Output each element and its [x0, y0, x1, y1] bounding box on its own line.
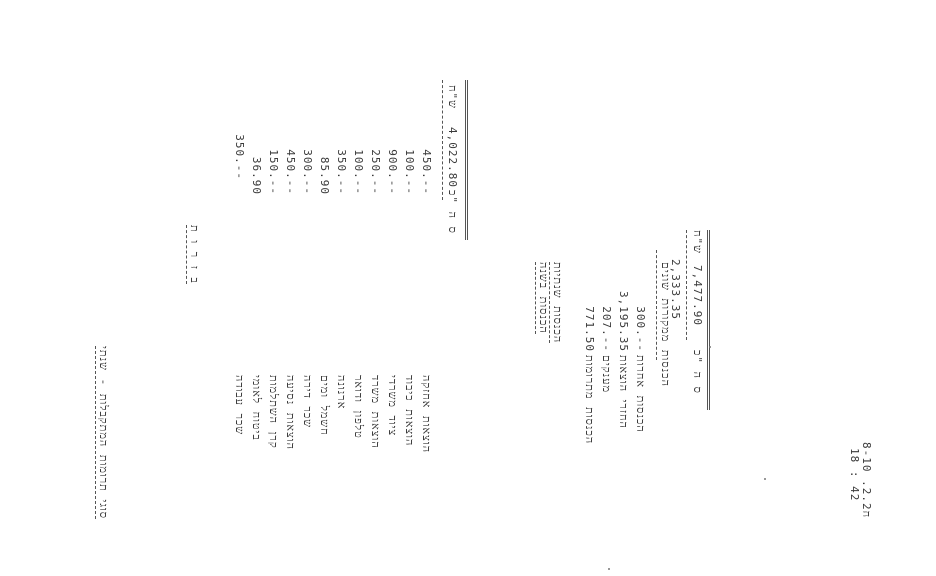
- total-label: ס ה "כ: [446, 190, 459, 234]
- row-label: החזרי הוצאות: [617, 355, 630, 429]
- row-value: 100.--: [352, 149, 365, 195]
- row-value: 450.--: [284, 149, 297, 195]
- scan-speck: [608, 568, 610, 570]
- total-label: ס ה "כ: [691, 350, 704, 394]
- subtotal-bottom-rule: [686, 230, 687, 340]
- row-value: 85.90: [318, 156, 331, 195]
- row-value: 3,195.35: [617, 291, 630, 352]
- row-label: הוצאות משרד: [369, 375, 382, 449]
- reference-line: 18 : 42: [848, 448, 861, 502]
- row-value: 350.--: [335, 149, 348, 195]
- row-value: 900.--: [386, 149, 399, 195]
- row-value: 150.--: [267, 149, 280, 195]
- section-2-heading: הכנסות בשנה: [537, 262, 550, 334]
- row-label: הכנסות מתרומות: [583, 355, 596, 445]
- total-double-rule: [465, 80, 468, 240]
- row-value: 207.--: [600, 306, 613, 352]
- row-label: ביטוח לאומי: [250, 375, 263, 441]
- section-2-note: הכנסות ממקורות שונים: [659, 262, 672, 387]
- section-title: ב ז ר ו ת: [188, 225, 201, 284]
- row-label: הכנסות אחרות: [634, 355, 647, 433]
- currency-label: ש"ח: [446, 85, 459, 109]
- row-label: הוצאות נסיעה: [284, 375, 297, 450]
- date-line: 8-10 .2.2ח: [860, 442, 873, 519]
- row-value: 300.--: [634, 306, 647, 352]
- total-rule: [442, 80, 443, 200]
- total-double-rule: [707, 230, 710, 410]
- document-title: סוגי תרומות המתקבלות - שנתי: [97, 346, 110, 520]
- scan-speck: [709, 346, 711, 348]
- row-value: 100.--: [403, 149, 416, 195]
- total-value: 7,477.90: [691, 265, 704, 326]
- subtotal-value: 2,333.35: [669, 259, 682, 320]
- row-label: ציוד משרדי: [386, 375, 399, 437]
- row-value: 250.--: [369, 149, 382, 195]
- row-label: טלפון ודואר: [352, 375, 365, 439]
- row-value: 36.90: [250, 156, 263, 195]
- row-label: שכר דירה: [301, 375, 314, 429]
- row-value: 450.--: [420, 149, 433, 195]
- row-label: ארנונה: [335, 375, 348, 410]
- row-label: הוצאות כיבוד: [403, 375, 416, 447]
- scan-speck: [764, 478, 766, 480]
- total-value: 4,022.80: [446, 127, 459, 188]
- row-value: 771.50: [583, 306, 596, 352]
- row-label: קרן השתלמות: [267, 375, 280, 449]
- row-value: 300.--: [301, 149, 314, 195]
- currency-label: ש"ח: [691, 230, 704, 254]
- subtotal-rule: [656, 250, 657, 360]
- row-label: הוצאות אחזקה: [420, 375, 433, 454]
- row-label: חשמל ומים: [318, 375, 331, 436]
- section-2-subheading: הכנסות שנתיות: [551, 262, 564, 344]
- row-value: 350.--: [233, 134, 246, 180]
- row-label: שכר עבודה: [233, 375, 246, 436]
- row-label: מענקים: [600, 355, 613, 393]
